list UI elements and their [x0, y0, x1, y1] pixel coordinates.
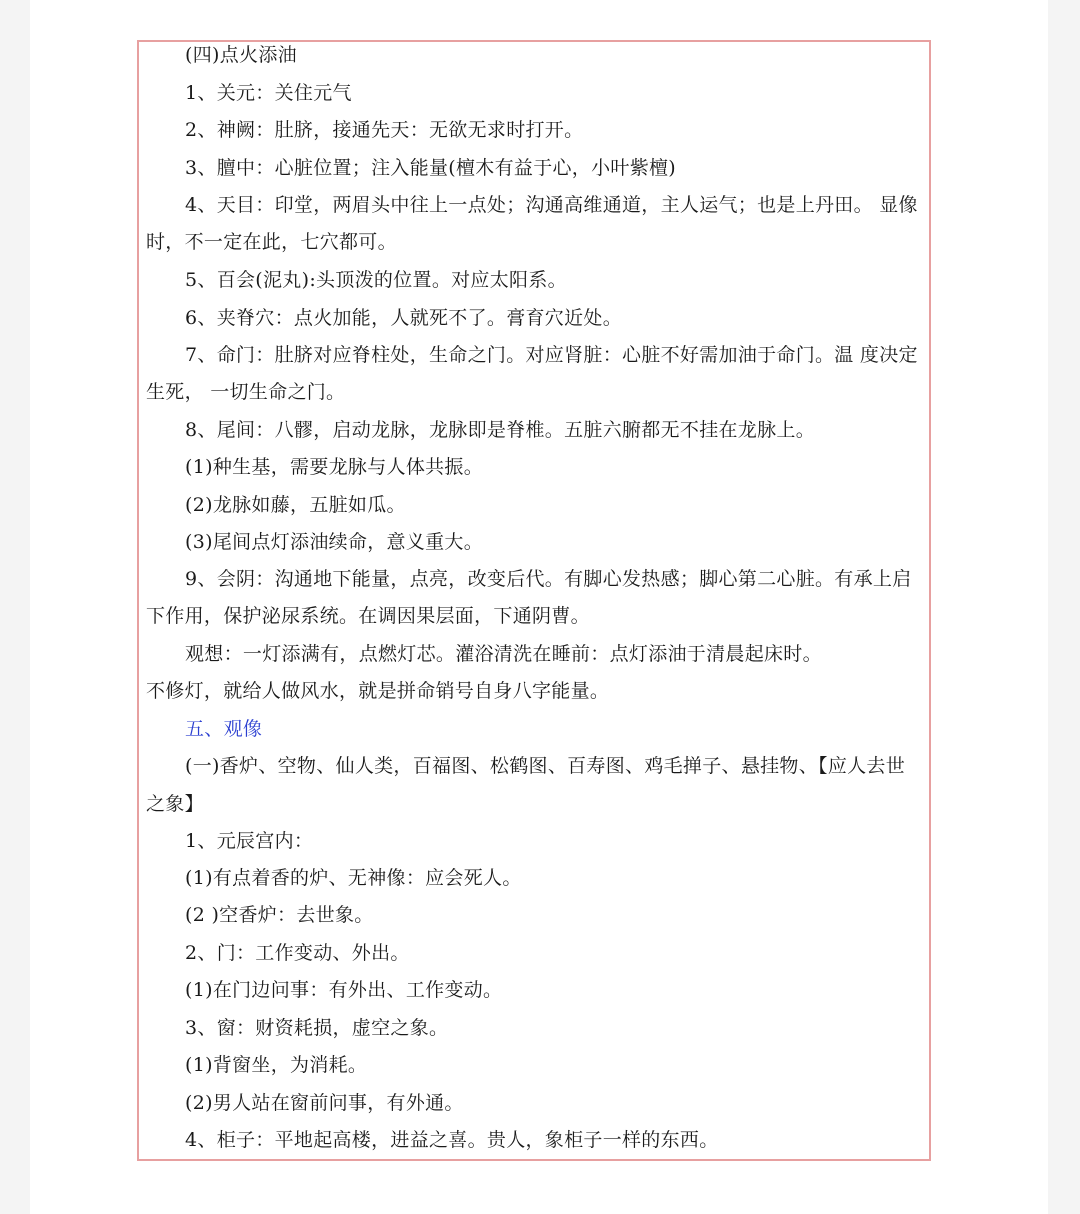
- section-heading-guanxiang: 五、观像: [185, 718, 263, 740]
- text-line: (1)在门边问事：有外出、工作变动。: [185, 979, 503, 1001]
- text-line: (一)香炉、空物、仙人类，百福图、松鹤图、百寿图、鸡毛掸子、悬挂物、【应人去世: [185, 755, 906, 777]
- text-line: 3、膻中：心脏位置；注入能量(檀木有益于心，小叶紫檀): [185, 157, 677, 179]
- section-title-dianhuo: (四)点火添油: [185, 44, 297, 66]
- text-line: 3、窗：财资耗损，虚空之象。: [185, 1017, 449, 1039]
- text-line: 下作用，保护泌尿系统。在调因果层面，下通阴曹。: [146, 605, 590, 627]
- text-line: (1)背窗坐，为消耗。: [185, 1054, 368, 1076]
- text-line: 4、柜子：平地起高楼，进益之喜。贵人，象柜子一样的东西。: [185, 1129, 719, 1151]
- text-line: 8、尾间：八髎，启动龙脉，龙脉即是脊椎。五脏六腑都无不挂在龙脉上。: [185, 419, 815, 441]
- text-line: (1)种生基，需要龙脉与人体共振。: [185, 456, 484, 478]
- text-line: 2、门：工作变动、外出。: [185, 942, 410, 964]
- text-line: 不修灯，就给人做风水，就是拼命销号自身八字能量。: [146, 680, 610, 702]
- text-line: 5、百会(泥丸):头顶泼的位置。对应太阳系。: [185, 269, 567, 291]
- text-line: 1、元辰宫内：: [185, 830, 314, 852]
- text-line: 4、天目：印堂，两眉头中往上一点处；沟通高维通道，主人运气；也是上丹田。 显像: [185, 194, 918, 216]
- text-line: 生死， 一切生命之门。: [146, 381, 346, 403]
- text-line: (2 )空香炉：去世象。: [185, 904, 374, 926]
- text-line: 7、命门：肚脐对应脊柱处，生命之门。对应肾脏：心脏不好需加油于命门。温 度决定: [185, 344, 918, 366]
- text-line: 之象】: [146, 793, 204, 815]
- text-line: 时，不一定在此，七穴都可。: [146, 231, 397, 253]
- text-line: 6、夹脊穴：点火加能，人就死不了。膏育穴近处。: [185, 307, 622, 329]
- text-line: 2、神阙：肚脐，接通先天：无欲无求时打开。: [185, 119, 584, 141]
- text-line: 9、会阴：沟通地下能量，点亮，改变后代。有脚心发热感；脚心第二心脏。有承上启: [185, 568, 912, 590]
- text-line: (2)男人站在窗前问事，有外通。: [185, 1092, 464, 1114]
- text-line: (3)尾间点灯添油续命，意义重大。: [185, 531, 484, 553]
- text-line: 1、关元：关住元气: [185, 82, 352, 104]
- text-line: (2)龙脉如藤，五脏如瓜。: [185, 494, 406, 516]
- text-line: (1)有点着香的炉、无神像：应会死人。: [185, 867, 522, 889]
- text-line: 观想：一灯添满有，点燃灯芯。灌浴清洗在睡前：点灯添油于清晨起床时。: [185, 643, 822, 665]
